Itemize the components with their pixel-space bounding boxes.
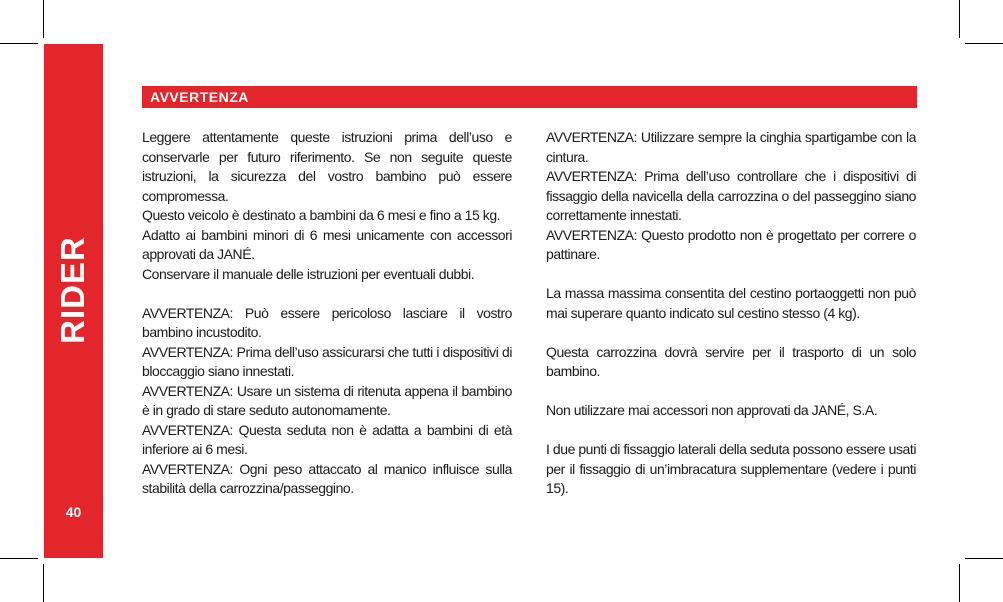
paragraph: AVVERTENZA: Questo prodotto non è progettato per correre o pattinare. (546, 226, 916, 262)
crop-mark-bottom-right-h (965, 558, 1003, 559)
warning-header-bar (142, 86, 917, 108)
paragraph: AVVERTENZA: Prima dell’uso controllare che i dispositivi di fissaggio della navicella della carrozzina o del passeggino siano correttamente innestati. (546, 168, 916, 223)
paragraph: AVVERTENZA: Prima dell’uso assicurarsi che tutti i dispositivi di bloccaggio siano innestati. (142, 343, 512, 379)
crop-mark-bottom-right-v (959, 564, 960, 602)
paragraph: AVVERTENZA: Utilizzare sempre la cinghia spartigambe con la cintura. (546, 129, 916, 165)
crop-mark-top-left-h (0, 43, 38, 44)
spacer (546, 382, 916, 402)
paragraph: AVVERTENZA: Ogni peso attaccato al manico influisce sulla stabilità della carrozzina/passeggino. (142, 460, 512, 496)
crop-mark-top-right-h (965, 43, 1003, 44)
paragraph: Leggere attentamente queste istruzioni prima dell’uso e conservarle per futuro riferimento. Se non seguite queste istruzioni, la sicurezza del vostro bambino può essere compromessa. (142, 129, 512, 204)
paragraph: Questa carrozzina dovrà servire per il trasporto di un solo bambino. (546, 343, 916, 379)
paragraph: Adatto ai bambini minori di 6 mesi unicamente con accessori approvati da JANÉ. (142, 226, 512, 262)
paragraph: Conservare il manuale delle istruzioni per eventuali dubbi. (142, 265, 475, 282)
brand-title: RIDER (54, 236, 91, 344)
page-number: 40 (65, 504, 82, 520)
crop-mark-bottom-left-v (43, 564, 44, 602)
left-column (142, 128, 512, 499)
spacer (142, 284, 512, 304)
crop-mark-top-left-v (43, 0, 44, 38)
paragraph: I due punti di fissaggio laterali della seduta possono essere usati per il fissaggio di un’imbracatura supplementare (vedere i punti 15). (546, 441, 916, 496)
spacer (546, 265, 916, 285)
paragraph: Non utilizzare mai accessori non approvati da JANÉ, S.A. (546, 402, 878, 418)
paragraph: Questo veicolo è destinato a bambini da 6 mesi e fino a 15 kg. (142, 207, 501, 223)
paragraph: AVVERTENZA: Questa seduta non è adatta a bambini di età inferiore ai 6 mesi. (142, 421, 512, 457)
warning-title: AVVERTENZA (150, 89, 249, 105)
crop-mark-bottom-left-h (0, 558, 38, 559)
paragraph: AVVERTENZA: Usare un sistema di ritenuta appena il bambino è in grado di stare seduto autonomamente. (142, 382, 512, 418)
spacer (546, 421, 916, 441)
spacer (546, 323, 916, 343)
paragraph: AVVERTENZA: Può essere pericoloso lasciare il vostro bambino incustodito. (142, 304, 512, 340)
crop-mark-top-right-v (959, 0, 960, 38)
paragraph: La massa massima consentita del cestino portaoggetti non può mai superare quanto indicato sul cestino stesso (4 kg). (546, 285, 916, 321)
right-column (546, 128, 916, 499)
